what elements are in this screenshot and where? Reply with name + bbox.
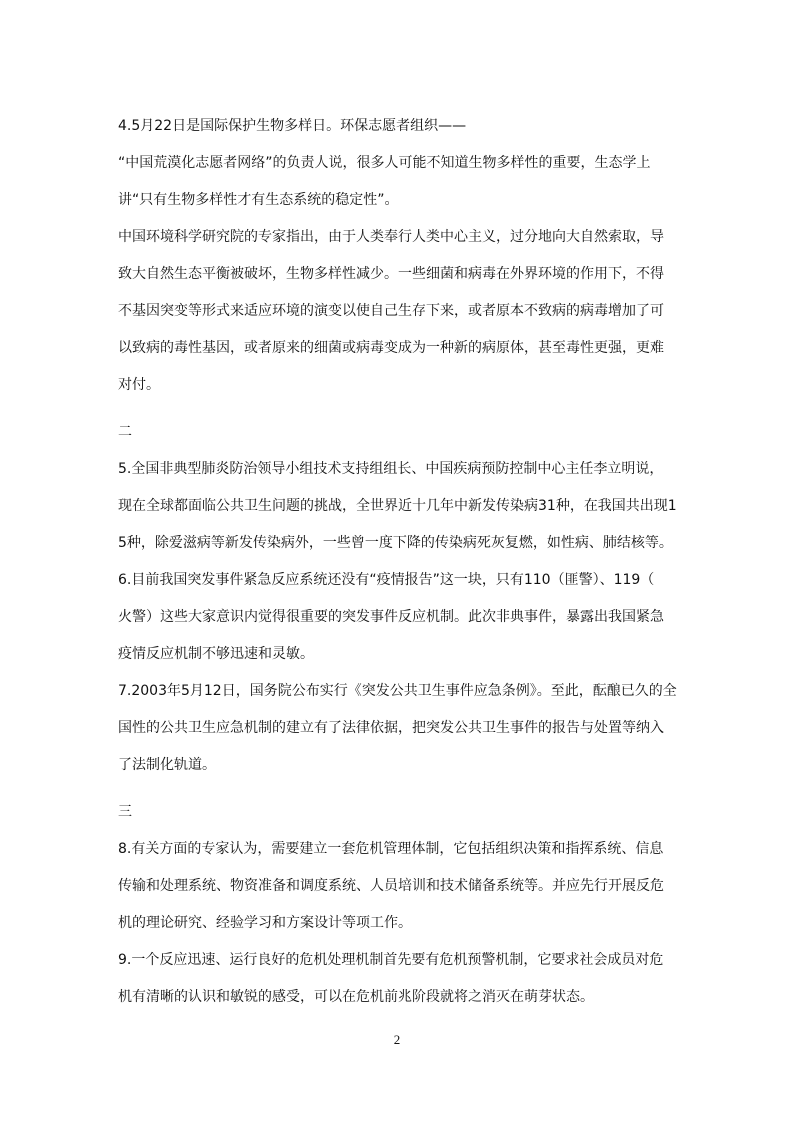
text-line: 讲“只有生物多样性才有生态系统的稳定性”。 xyxy=(118,192,399,208)
text-line: 国性的公共卫生应急机制的建立有了法律依据，把突发公共卫生事件的报告与处置等纳入 xyxy=(118,720,664,736)
page-number: 2 xyxy=(393,1032,401,1047)
text-line: 对付。 xyxy=(118,377,160,393)
text-line: 4.5月22日是国际保护生物多样日。环保志愿者组织—— xyxy=(118,118,467,134)
text-line: 现在全球都面临公共卫生问题的挑战，全世界近十几年中新发传染病31种，在我国共出现1 xyxy=(118,498,677,514)
text-line: 疫情反应机制不够迅速和灵敏。 xyxy=(118,646,314,662)
text-line: 火警）这些大家意识内觉得很重要的突发事件反应机制。此次非典事件，暴露出我国紧急 xyxy=(118,609,664,625)
text-line: 机有清晰的认识和敏锐的感受，可以在危机前兆阶段就将之消灭在萌芽状态。 xyxy=(118,989,594,1005)
text-line: 7.2003年5月12日，国务院公布实行《突发公共卫生事件应急条例》。至此，酝酿已久的全 xyxy=(118,683,677,699)
text-line: “中国荒漠化志愿者网络”的负责人说，很多人可能不知道生物多样性的重要，生态学上 xyxy=(118,155,651,171)
text-line: 不基因突变等形式来适应环境的演变以使自己生存下来，或者原本不致病的病毒增加了可 xyxy=(118,303,664,319)
text-line: 9.一个反应迅速、运行良好的危机处理机制首先要有危机预警机制，它要求社会成员对危 xyxy=(118,952,664,968)
document-body xyxy=(118,108,698,1016)
text-line: 6.目前我国突发事件紧急反应系统还没有“疫情报告”这一块，只有110（匪警）、119（ xyxy=(118,572,655,588)
text-line: 5种，除爱滋病等新发传染病外，一些曾一度下降的传染病死灰复燃，如性病、肺结核等。 xyxy=(118,535,673,551)
text-line: 了法制化轨道。 xyxy=(118,757,216,773)
text-line: 中国环境科学研究院的专家指出，由于人类奉行人类中心主义，过分地向大自然索取，导 xyxy=(118,229,664,245)
section-heading: 三 xyxy=(118,804,132,820)
section-heading: 二 xyxy=(118,424,132,440)
text-line: 传输和处理系统、物资准备和调度系统、人员培训和技术储备系统等。并应先行开展反危 xyxy=(118,878,664,894)
text-line: 以致病的毒性基因，或者原来的细菌或病毒变成为一种新的病原体，甚至毒性更强，更难 xyxy=(118,340,664,356)
text-line: 致大自然生态平衡被破坏，生物多样性减少。一些细菌和病毒在外界环境的作用下，不得 xyxy=(118,266,664,282)
text-line: 机的理论研究、经验学习和方案设计等项工作。 xyxy=(118,915,412,931)
text-line: 8.有关方面的专家认为，需要建立一套危机管理体制，它包括组织决策和指挥系统、信息 xyxy=(118,841,664,857)
text-line: 5.全国非典型肺炎防治领导小组技术支持组组长、中国疾病预防控制中心主任李立明说， xyxy=(118,461,664,477)
